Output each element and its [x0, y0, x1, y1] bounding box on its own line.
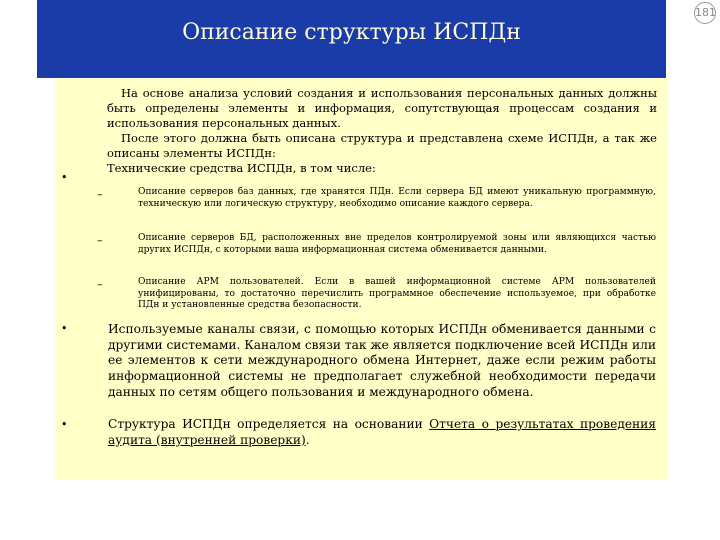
dash-marker: –: [97, 278, 103, 291]
bullet-structure-basis: [108, 417, 656, 448]
bullet-marker: •: [61, 171, 68, 184]
bullet-marker: •: [61, 418, 68, 431]
intro-paragraph: На основе анализа условий создания и использования персональных данных должны быть определены элементы и информация, сопутствующая процессам создания и использования персональных данных.: [107, 86, 657, 130]
dash-marker: –: [97, 234, 103, 247]
sub-item-db-servers: Описание серверов баз данных, где хранятся ПДн. Если сервера БД имеют уникальную программную, техническую или логическую структуру, необходимо описание каждого сервера.: [138, 187, 656, 209]
slide-title: Описание структуры ИСПДн: [182, 20, 521, 45]
audit-report-link[interactable]: Отчета о результатах проведения аудита (внутренней проверки): [108, 417, 656, 447]
bullet-technical-means: Технические средства ИСПДн, в том числе:: [107, 161, 376, 175]
slide-header: [37, 0, 666, 78]
page-number-badge: 181: [694, 2, 716, 24]
dash-marker: –: [97, 188, 103, 201]
structure-paragraph: После этого должна быть описана структура и представлена схеме ИСПДн, а так же описаны элементы ИСПДн:: [107, 131, 657, 160]
sub-item-external-servers: Описание серверов БД, расположенных вне пределов контролируемой зоны или являющихся частью других ИСПДн, с которыми ваша информационная система обменивается данными.: [138, 233, 656, 255]
structure-basis-text: Структура ИСПДн определяется на основании: [108, 417, 430, 431]
structure-basis-end: .: [305, 432, 310, 447]
bullet-communication-channels: Используемые каналы связи, с помощью которых ИСПДн обменивается данными с другими системами. Каналом связи так же является подключение всей ИСПДн или ее элементов к сети международного обмена Интернет, даже если режим работы информационной системы не предполагает служебной необходимости передачи данных по сетям общего пользования и международного обмена.: [108, 322, 656, 399]
sub-item-workstations: Описание АРМ пользователей. Если в вашей информационной системе АРМ пользователей унифицированы, то достаточно перечислить программное обеспечение используемое, при обработке ПДн и установленные средства безопасности.: [138, 277, 656, 311]
bullet-marker: •: [61, 322, 68, 335]
